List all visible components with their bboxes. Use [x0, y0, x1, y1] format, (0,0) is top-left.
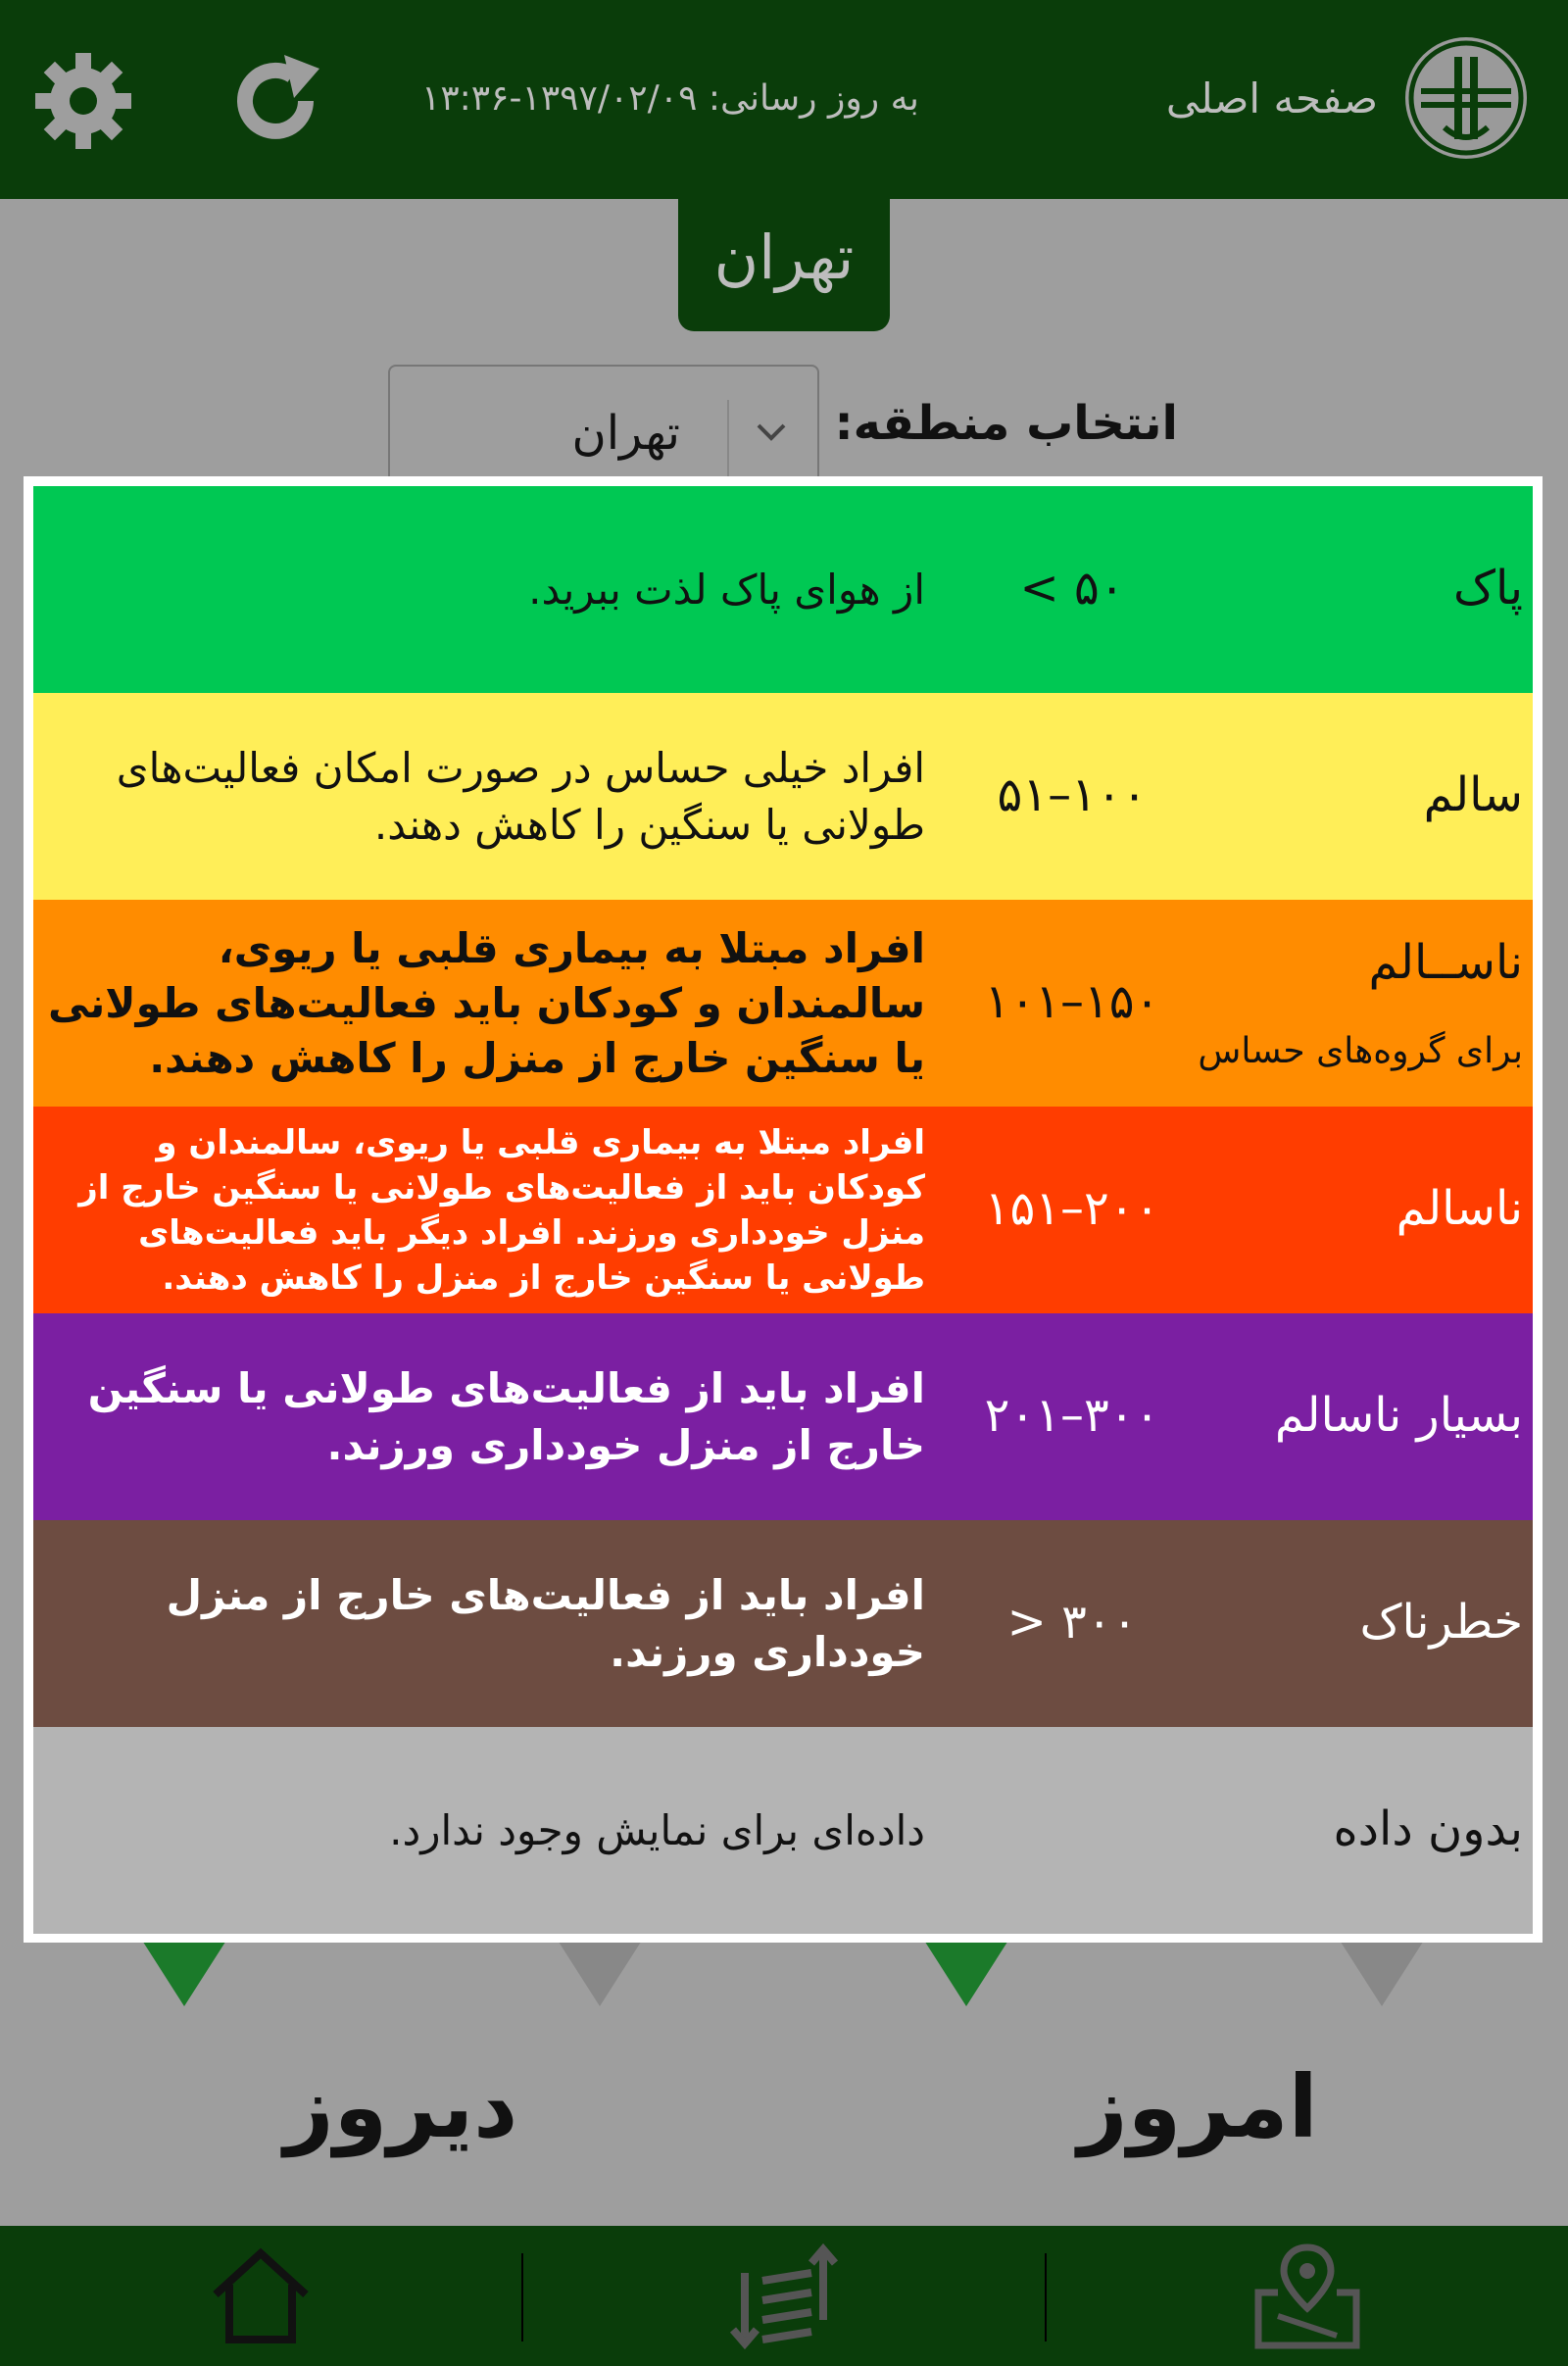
aqi-range: ۳۰۰ < — [1006, 1595, 1138, 1650]
aqi-category-name: بسیار ناسالم — [1274, 1388, 1523, 1443]
aqi-legend-row — [33, 1313, 1533, 1520]
dropdown-separator — [727, 400, 729, 482]
aqi-legend-row — [33, 693, 1533, 900]
aqi-advice-line: کودکان باید از فعالیت‌های طولانی یا سنگین خارج از — [78, 1168, 925, 1208]
nav-map-button[interactable] — [1047, 2226, 1568, 2366]
aqi-category-name: ناســالم — [1368, 935, 1523, 990]
aqi-category-name: ناسالم — [1396, 1181, 1523, 1236]
region-dropdown[interactable] — [388, 365, 819, 480]
today-label[interactable]: امروز — [1078, 2056, 1318, 2157]
city-tab[interactable]: تهران — [678, 199, 890, 331]
nav-home-button[interactable] — [0, 2226, 521, 2366]
aqi-advice — [43, 1802, 925, 1859]
aqi-range: ۵۰ > — [1019, 561, 1125, 616]
refresh-icon[interactable] — [221, 47, 329, 155]
aqi-advice — [43, 1567, 925, 1681]
aqi-advice-line: خارج از منزل خودداری ورزند. — [326, 1421, 925, 1469]
aqi-advice-line: افراد باید از فعالیت‌های طولانی یا سنگین — [87, 1364, 925, 1412]
page-title[interactable]: صفحه اصلی — [1165, 74, 1378, 123]
aqi-advice-line: از هوای پاک لذت ببرید. — [528, 566, 925, 614]
aqi-legend-dialog — [24, 476, 1543, 1943]
today-pointer-alt — [1337, 1936, 1427, 2006]
aqi-range: ۳۰۰–۲۰۱ — [984, 1388, 1160, 1443]
today-pointer — [921, 1936, 1011, 2006]
aqi-legend-row — [33, 1107, 1533, 1313]
aqi-advice-line: یا سنگین خارج از منزل را کاهش دهند. — [149, 1034, 925, 1082]
aqi-advice — [43, 1360, 925, 1474]
aqi-advice-line: طولانی یا سنگین خارج از منزل را کاهش دهند. — [162, 1258, 925, 1298]
aqi-category-name: پاک — [1453, 561, 1523, 616]
app-header — [0, 0, 1568, 199]
aqi-legend-row — [33, 486, 1533, 693]
aqi-category-name: سالم — [1423, 767, 1523, 822]
aqi-advice — [43, 921, 925, 1086]
aqi-category-name: بدون داده — [1333, 1801, 1523, 1856]
chevron-down-icon — [749, 410, 794, 455]
region-value: تهران — [571, 406, 680, 461]
aqi-advice-line: داده‌ای برای نمایش وجود ندارد. — [389, 1806, 925, 1854]
aqi-category-subtitle: برای گروه‌های حساس — [1198, 1031, 1523, 1071]
doe-logo-icon — [1405, 37, 1527, 159]
aqi-advice-line: افراد مبتلا به بیماری قلبی یا ریوی، سالمندان و — [156, 1123, 925, 1162]
yesterday-label[interactable]: دیروز — [284, 2056, 518, 2157]
aqi-range: ۱۰۰–۵۱ — [997, 767, 1148, 822]
aqi-advice — [43, 1120, 925, 1301]
aqi-advice-line: منزل خودداری ورزند. افراد دیگر باید فعالیت‌های — [138, 1213, 925, 1253]
bottom-navigation — [0, 2226, 1568, 2366]
nav-sort-button[interactable] — [523, 2226, 1045, 2366]
yesterday-pointer — [139, 1936, 229, 2006]
aqi-legend-row — [33, 1520, 1533, 1727]
map-pin-icon — [1249, 2238, 1366, 2355]
aqi-advice-line: افراد مبتلا به بیماری قلبی یا ریوی، — [218, 924, 925, 972]
last-update-text: به روز رسانی: ۱۳۹۷/۰۲/۰۹-۱۳:۳۶ — [421, 78, 919, 119]
aqi-range: ۲۰۰–۱۵۱ — [984, 1181, 1160, 1236]
gear-icon[interactable] — [29, 47, 137, 155]
aqi-category-name: خطرناک — [1359, 1595, 1523, 1650]
aqi-advice-line: سالمندان و کودکان باید فعالیت‌های طولانی — [48, 979, 925, 1027]
aqi-advice-line: افراد خیلی حساس در صورت امکان فعالیت‌های — [116, 744, 925, 792]
aqi-advice-line: افراد باید از فعالیت‌های خارج از منزل — [166, 1571, 925, 1619]
home-icon — [202, 2238, 319, 2355]
aqi-advice — [43, 740, 925, 854]
aqi-legend-row — [33, 900, 1533, 1107]
aqi-advice-line: خودداری ورزند. — [610, 1628, 925, 1676]
aqi-advice-line: طولانی یا سنگین را کاهش دهند. — [373, 801, 925, 849]
yesterday-pointer-alt — [555, 1936, 645, 2006]
aqi-range: ۱۵۰–۱۰۱ — [984, 974, 1160, 1029]
region-label: انتخاب منطقه: — [834, 396, 1178, 451]
aqi-advice — [43, 562, 925, 618]
aqi-legend-row — [33, 1727, 1533, 1934]
sort-icon — [725, 2238, 843, 2355]
